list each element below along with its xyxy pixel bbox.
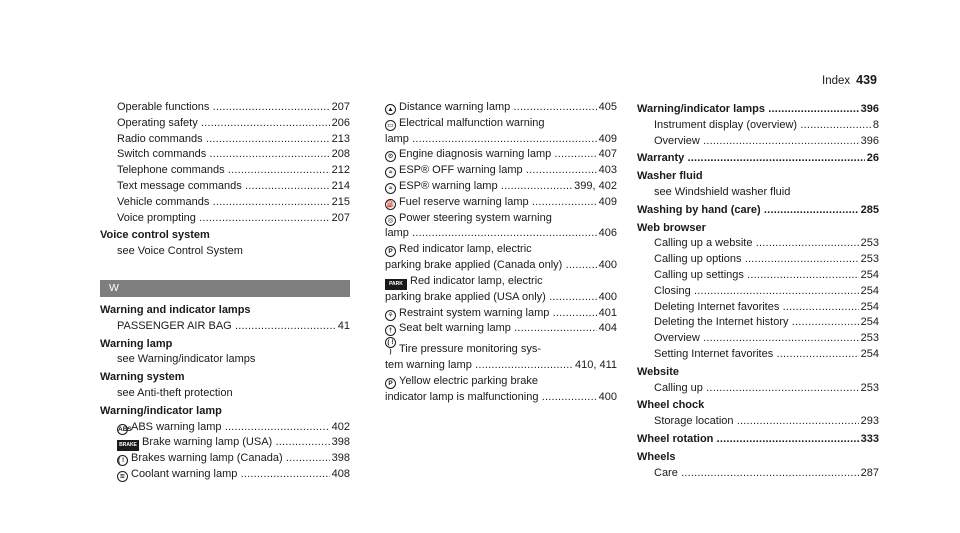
entry-text bbox=[385, 337, 617, 358]
dot-leader bbox=[203, 132, 330, 148]
index-subentry bbox=[637, 414, 879, 430]
dot-leader bbox=[283, 451, 330, 467]
dot-leader bbox=[237, 467, 329, 483]
index-column-1 bbox=[100, 100, 350, 483]
dot-leader bbox=[529, 195, 597, 211]
entry-page: 404 bbox=[598, 322, 617, 335]
entry-label: ESP® warning lamp bbox=[399, 179, 498, 192]
entry-label: Distance warning lamp bbox=[399, 101, 511, 113]
entry-text: Care bbox=[654, 466, 678, 479]
lamp-entry bbox=[100, 435, 350, 451]
entry-label: Fuel reserve warning lamp bbox=[399, 195, 529, 208]
brake-icon: BRAKE bbox=[117, 440, 139, 451]
parking-brake-usa-icon: PARK bbox=[385, 279, 407, 290]
entry-page: 215 bbox=[331, 195, 350, 208]
entry-page: 402 bbox=[331, 420, 350, 433]
entry-page: 403 bbox=[598, 164, 617, 177]
lamp-entry bbox=[100, 451, 350, 467]
entry-label: Red indicator lamp, electric bbox=[399, 243, 532, 256]
dot-leader bbox=[472, 358, 573, 374]
page-number: 439 bbox=[856, 73, 877, 87]
entry-text: Wheel rotation bbox=[637, 432, 714, 445]
engine-diagnosis-icon: ⚙ bbox=[385, 151, 396, 162]
entry-page: 398 bbox=[331, 452, 350, 465]
index-subentry bbox=[637, 236, 879, 252]
see-reference: see Warning/indicator lamps bbox=[117, 353, 256, 366]
esp-off-icon: ≈ bbox=[385, 167, 396, 178]
entry-text: Radio commands bbox=[117, 132, 203, 145]
entry-page: 253 bbox=[860, 381, 879, 394]
entry-page: 253 bbox=[860, 332, 879, 345]
index-subentry bbox=[637, 134, 879, 150]
see-reference: see Windshield washer fluid bbox=[654, 185, 791, 198]
entry-page: 207 bbox=[331, 101, 350, 113]
index-heading: Wheels bbox=[637, 450, 676, 463]
entry-text: Washing by hand (care) bbox=[637, 203, 761, 216]
entry-page: 26 bbox=[866, 152, 879, 165]
entry-text: Deleting the Internet history bbox=[654, 316, 789, 329]
entry-label: Coolant warning lamp bbox=[131, 468, 238, 481]
entry-page: 214 bbox=[331, 179, 350, 192]
entry-text bbox=[385, 100, 510, 116]
entry-continuation bbox=[385, 290, 617, 306]
index-subentry bbox=[637, 300, 879, 316]
dot-leader bbox=[691, 284, 859, 300]
dot-leader bbox=[206, 147, 329, 163]
dot-leader bbox=[409, 132, 597, 148]
lamp-entry bbox=[385, 100, 617, 116]
entry-text: Calling up bbox=[654, 381, 703, 394]
entry-page: 287 bbox=[860, 466, 879, 479]
entry-label: Seat belt warning lamp bbox=[399, 322, 511, 335]
lamp-entry bbox=[385, 179, 617, 195]
esp-icon: ≈ bbox=[385, 183, 396, 194]
dot-leader bbox=[779, 300, 858, 316]
dot-leader bbox=[703, 381, 859, 397]
entry-text: Warranty bbox=[637, 152, 685, 165]
index-subentry bbox=[637, 315, 879, 331]
dot-leader bbox=[409, 226, 597, 242]
index-heading: Wheel chock bbox=[637, 399, 705, 412]
index-subentry bbox=[100, 179, 350, 195]
entry-page: 398 bbox=[331, 436, 350, 449]
entry-text bbox=[385, 116, 617, 132]
index-heading: Voice control system bbox=[100, 229, 210, 242]
abs-icon: ABS bbox=[118, 425, 132, 433]
dot-leader bbox=[761, 203, 859, 219]
entry-page: 253 bbox=[860, 237, 879, 250]
entry-text: Calling up a website bbox=[654, 237, 753, 250]
entry-page: 410, 411 bbox=[574, 358, 617, 371]
entry-text: Deleting Internet favorites bbox=[654, 300, 780, 313]
index-heading: Warning lamp bbox=[100, 337, 173, 350]
entry-text bbox=[385, 306, 549, 322]
lamp-entry bbox=[385, 274, 617, 306]
dot-leader bbox=[523, 163, 597, 179]
index-subentry bbox=[100, 100, 350, 116]
entry-text bbox=[385, 321, 511, 337]
entry-text: Overview bbox=[654, 134, 700, 147]
entry-text: Operable functions bbox=[117, 101, 210, 113]
index-heading bbox=[637, 432, 879, 448]
entry-page: 293 bbox=[860, 415, 879, 428]
dot-leader bbox=[209, 195, 329, 211]
entry-continuation bbox=[385, 132, 617, 148]
distance-warning-icon: ▲ bbox=[385, 104, 396, 115]
lamp-entry bbox=[100, 420, 350, 436]
entry-continuation bbox=[385, 358, 617, 374]
entry-text: Telephone commands bbox=[117, 164, 225, 177]
entry-page: 254 bbox=[860, 316, 879, 329]
dot-leader bbox=[272, 435, 329, 451]
lamp-entry bbox=[385, 147, 617, 163]
entry-page: 253 bbox=[860, 253, 879, 266]
entry-page: 285 bbox=[860, 203, 879, 216]
entry-page: 254 bbox=[860, 347, 879, 360]
lamp-entry bbox=[385, 211, 617, 243]
entry-text bbox=[385, 163, 523, 179]
index-subentry bbox=[637, 252, 879, 268]
entry-page: 407 bbox=[598, 148, 617, 161]
dot-leader bbox=[752, 236, 858, 252]
lamp-entry bbox=[385, 337, 617, 374]
entry-text bbox=[385, 242, 617, 258]
entry-text: Overview bbox=[654, 332, 700, 345]
index-column-3 bbox=[637, 100, 879, 481]
entry-page: 399, 402 bbox=[574, 179, 617, 192]
seat-belt-icon: † bbox=[385, 325, 396, 336]
entry-text: Closing bbox=[654, 284, 691, 297]
entry-page: 41 bbox=[337, 319, 350, 332]
entry-label: Power steering system warning bbox=[399, 211, 552, 224]
entry-page: 400 bbox=[598, 290, 617, 303]
entry-text bbox=[385, 274, 617, 290]
index-subentry bbox=[637, 268, 879, 284]
entry-continuation bbox=[385, 390, 617, 406]
index-subentry bbox=[637, 347, 879, 363]
dot-leader bbox=[198, 116, 330, 132]
entry-page: 396 bbox=[860, 103, 879, 115]
entry-text: Warning/indicator lamps bbox=[637, 103, 765, 115]
entry-text: PASSENGER AIR BAG bbox=[117, 319, 232, 332]
index-subentry bbox=[637, 331, 879, 347]
entry-text: Vehicle commands bbox=[117, 195, 210, 208]
entry-text: Operating safety bbox=[117, 116, 198, 129]
entry-page: 401 bbox=[598, 306, 617, 319]
dot-leader bbox=[222, 420, 330, 436]
index-subentry bbox=[100, 211, 350, 227]
see-reference: see Voice Control System bbox=[117, 245, 243, 258]
tire-pressure-icon: ( ! ) bbox=[385, 337, 396, 348]
index-subentry bbox=[100, 319, 350, 335]
entry-label: Engine diagnosis warning lamp bbox=[399, 148, 552, 161]
entry-text bbox=[117, 435, 272, 451]
entry-text bbox=[117, 451, 283, 467]
index-subentry bbox=[100, 195, 350, 211]
entry-label: Electrical malfunction warning bbox=[399, 116, 545, 129]
entry-text bbox=[385, 195, 529, 211]
dot-leader bbox=[232, 319, 336, 335]
entry-page: 405 bbox=[598, 101, 617, 113]
entry-text: lamp bbox=[385, 227, 409, 240]
power-steering-icon: ◎ bbox=[385, 215, 396, 226]
entry-page: 400 bbox=[598, 258, 617, 271]
lamp-entry bbox=[385, 116, 617, 148]
lamp-entry bbox=[385, 321, 617, 337]
entry-text bbox=[117, 420, 222, 436]
dot-leader bbox=[209, 100, 329, 116]
dot-leader bbox=[510, 100, 596, 116]
dot-leader bbox=[678, 466, 859, 482]
header-label: Index bbox=[822, 75, 851, 87]
entry-text bbox=[385, 147, 551, 163]
entry-label: Tire pressure monitoring sys- bbox=[399, 343, 542, 356]
entry-label: Brake warning lamp (USA) bbox=[142, 436, 273, 449]
index-subentry bbox=[100, 147, 350, 163]
entry-text: Calling up options bbox=[654, 253, 742, 266]
entry-page: 213 bbox=[331, 132, 350, 145]
entry-page: 409 bbox=[598, 195, 617, 208]
dot-leader bbox=[773, 347, 858, 363]
entry-text: Voice prompting bbox=[117, 211, 196, 224]
index-heading: Warning system bbox=[100, 371, 185, 384]
coolant-icon: ≋ bbox=[117, 471, 128, 482]
index-heading: Warning/indicator lamp bbox=[100, 404, 222, 417]
index-heading: Warning and indicator lamps bbox=[100, 303, 251, 316]
dot-leader bbox=[713, 432, 858, 448]
entry-text bbox=[385, 211, 617, 227]
dot-leader bbox=[700, 331, 859, 347]
parking-brake-canada-icon: P bbox=[385, 246, 396, 257]
entry-label: Red indicator lamp, electric bbox=[410, 274, 543, 287]
dot-leader bbox=[797, 118, 871, 134]
entry-label: Brakes warning lamp (Canada) bbox=[131, 452, 283, 465]
index-heading bbox=[637, 203, 879, 219]
entry-text bbox=[385, 179, 498, 195]
entry-continuation bbox=[385, 226, 617, 242]
yellow-parking-brake-icon: P bbox=[385, 378, 396, 389]
dot-leader bbox=[741, 252, 858, 268]
entry-continuation bbox=[385, 258, 617, 274]
see-reference: see Anti-theft protection bbox=[117, 386, 233, 399]
entry-page: 396 bbox=[860, 134, 879, 147]
entry-page: 8 bbox=[872, 118, 879, 131]
index-subentry bbox=[100, 132, 350, 148]
dot-leader bbox=[242, 179, 330, 195]
entry-page: 212 bbox=[331, 164, 350, 177]
entry-page: 409 bbox=[598, 132, 617, 145]
index-heading: Website bbox=[637, 365, 679, 378]
entry-text bbox=[385, 374, 617, 390]
entry-label: ABS warning lamp bbox=[131, 420, 222, 433]
entry-text: lamp bbox=[385, 132, 409, 145]
entry-text: Text message commands bbox=[117, 179, 242, 192]
index-subentry bbox=[637, 466, 879, 482]
entry-text: Calling up settings bbox=[654, 268, 744, 281]
index-subentry bbox=[637, 284, 879, 300]
lamp-entry bbox=[385, 306, 617, 322]
dot-leader bbox=[700, 134, 859, 150]
lamp-entry bbox=[100, 467, 350, 483]
entry-page: 254 bbox=[860, 284, 879, 297]
entry-text bbox=[117, 467, 237, 483]
entry-text: parking brake applied (USA only) bbox=[385, 290, 546, 303]
entry-page: 254 bbox=[860, 268, 879, 281]
electrical-malfunction-icon: ▭ bbox=[385, 120, 396, 131]
index-subentry bbox=[637, 381, 879, 397]
dot-leader bbox=[684, 151, 864, 167]
dot-leader bbox=[511, 321, 597, 337]
dot-leader bbox=[562, 258, 596, 274]
dot-leader bbox=[498, 179, 573, 195]
index-heading: Web browser bbox=[637, 221, 706, 234]
lamp-entry bbox=[385, 242, 617, 274]
entry-page: 254 bbox=[860, 300, 879, 313]
dot-leader bbox=[765, 102, 859, 118]
entry-page: 406 bbox=[598, 227, 617, 240]
dot-leader bbox=[549, 306, 596, 322]
entry-page: 333 bbox=[860, 432, 879, 445]
index-column-2 bbox=[385, 100, 617, 405]
entry-text: indicator lamp is malfunctioning bbox=[385, 390, 539, 403]
entry-page: 206 bbox=[331, 116, 350, 129]
fuel-reserve-icon: ⛽ bbox=[386, 200, 395, 208]
restraint-system-icon: ⚘ bbox=[385, 310, 396, 321]
entry-text: Storage location bbox=[654, 415, 734, 428]
dot-leader bbox=[734, 414, 859, 430]
lamp-entry bbox=[385, 374, 617, 406]
dot-leader bbox=[538, 390, 596, 406]
index-subentry bbox=[637, 118, 879, 134]
dot-leader bbox=[551, 147, 596, 163]
dot-leader bbox=[196, 211, 330, 227]
dot-leader bbox=[546, 290, 597, 306]
dot-leader bbox=[225, 163, 330, 179]
index-heading bbox=[637, 102, 879, 118]
entry-label: Restraint system warning lamp bbox=[399, 306, 550, 319]
entry-page: 207 bbox=[331, 211, 350, 224]
entry-label: ESP® OFF warning lamp bbox=[399, 164, 523, 177]
index-heading bbox=[637, 151, 879, 167]
entry-text: Switch commands bbox=[117, 148, 207, 161]
entry-text: Setting Internet favorites bbox=[654, 347, 774, 360]
page-header bbox=[822, 73, 877, 87]
lamp-entry bbox=[385, 163, 617, 179]
entry-text: parking brake applied (Canada only) bbox=[385, 258, 563, 271]
entry-text: Instrument display (overview) bbox=[654, 118, 798, 131]
dot-leader bbox=[789, 315, 859, 331]
entry-page: 400 bbox=[598, 390, 617, 403]
index-subentry bbox=[100, 116, 350, 132]
lamp-entry bbox=[385, 195, 617, 211]
brakes-canada-icon: ( ! ) bbox=[118, 457, 129, 465]
entry-text: tem warning lamp bbox=[385, 358, 472, 371]
index-subentry bbox=[100, 163, 350, 179]
index-heading: Washer fluid bbox=[637, 170, 703, 183]
entry-page: 408 bbox=[331, 468, 350, 481]
entry-page: 208 bbox=[331, 148, 350, 161]
entry-label: Yellow electric parking brake bbox=[399, 374, 538, 387]
section-letter: W bbox=[100, 280, 350, 297]
dot-leader bbox=[744, 268, 859, 284]
